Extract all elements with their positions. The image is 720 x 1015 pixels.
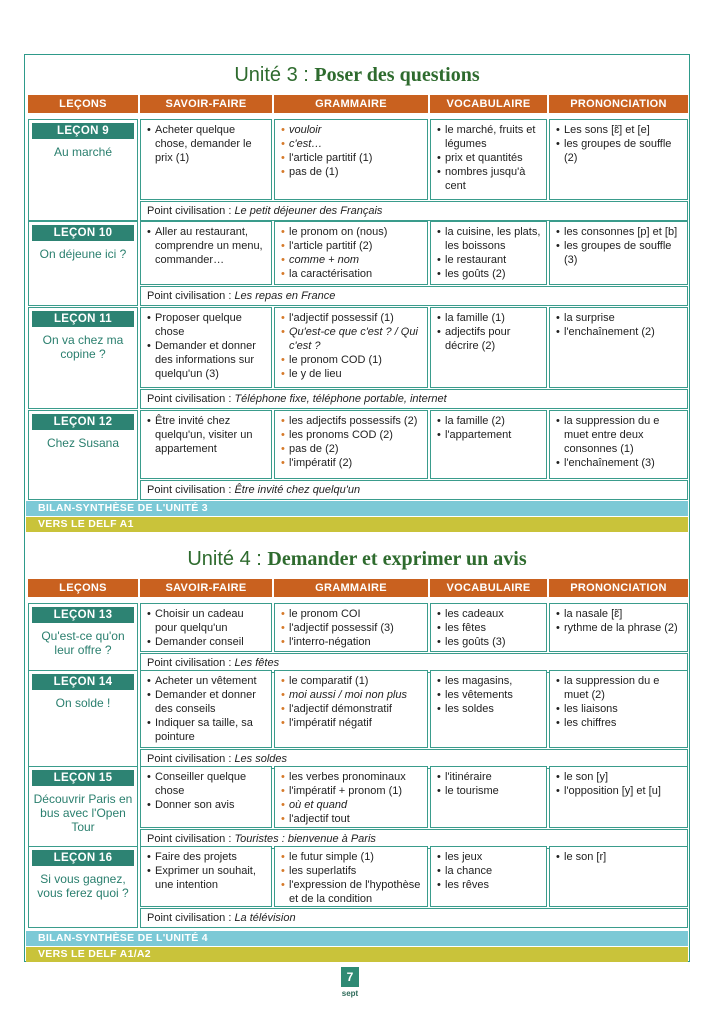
lesson-badge: LEÇON 12 — [32, 414, 134, 430]
bullet-list — [281, 607, 423, 649]
bullet-list — [281, 414, 423, 470]
list-item: • l'article partitif (1) — [281, 151, 423, 165]
lesson-title: Chez Susana — [46, 436, 120, 450]
bullet-list — [147, 607, 267, 649]
list-item: • Acheter quelque chose, demander le prix (1) — [147, 123, 267, 165]
list-item: • les verbes pronominaux — [281, 770, 423, 784]
lesson-title: Qu'est-ce qu'on leur offre ? — [41, 629, 125, 657]
lesson-cell — [28, 846, 138, 928]
prononciation-cell — [549, 766, 688, 828]
bullet-list — [147, 674, 267, 744]
civ-topic: Téléphone fixe, téléphone portable, internet — [234, 393, 447, 405]
list-item: • le pronom on (nous) — [281, 225, 423, 239]
grammaire-cell — [274, 846, 428, 907]
list-item: • Indiquer sa taille, sa pointure — [147, 716, 267, 744]
bullet-list — [437, 770, 542, 798]
list-item: • les superlatifs — [281, 864, 423, 878]
list-item: • le pronom COI — [281, 607, 423, 621]
savoir-faire-cell — [140, 221, 272, 285]
list-item: • les liaisons — [556, 702, 683, 716]
list-item: • prix et quantités — [437, 151, 542, 165]
lesson-cell — [28, 119, 138, 221]
savoir-faire-cell — [140, 307, 272, 388]
lesson-badge: LEÇON 16 — [32, 850, 134, 866]
list-item: • les groupes de souffle (3) — [556, 239, 683, 267]
prononciation-cell — [549, 119, 688, 200]
column-header: VOCABULAIRE — [430, 579, 547, 597]
column-header: LEÇONS — [28, 579, 138, 597]
list-item: • adjectifs pour décrire (2) — [437, 325, 542, 353]
vocabulaire-cell — [430, 221, 547, 285]
savoir-faire-cell — [140, 766, 272, 828]
list-item: • la nasale [ɛ̃] — [556, 607, 683, 621]
vocabulaire-cell — [430, 603, 547, 652]
list-item: • l'itinéraire — [437, 770, 542, 784]
savoir-faire-cell — [140, 846, 272, 907]
bullet-list — [437, 674, 542, 716]
grammaire-cell — [274, 603, 428, 652]
bullet-list — [281, 123, 423, 179]
civ-topic: Les soldes — [234, 753, 288, 765]
list-item: • moi aussi / moi non plus — [281, 688, 423, 702]
point-civilisation — [140, 389, 688, 409]
bullet-list — [437, 607, 542, 649]
column-header: SAVOIR-FAIRE — [140, 579, 272, 597]
prononciation-cell — [549, 846, 688, 907]
list-item: • les pronoms COD (2) — [281, 428, 423, 442]
list-item: • l'enchaînement (3) — [556, 456, 683, 470]
bullet-list — [556, 311, 683, 339]
list-item: • le restaurant — [437, 253, 542, 267]
point-civilisation — [140, 286, 688, 306]
list-item: • l'adjectif tout — [281, 812, 423, 826]
civ-topic: Les fêtes — [234, 657, 280, 669]
civ-label: Point civilisation : — [147, 205, 235, 217]
lesson-cell — [28, 307, 138, 409]
lesson-title: Découvrir Paris en bus avec l'Open Tour — [33, 792, 133, 834]
civ-label: Point civilisation : — [147, 833, 235, 845]
lesson-title: On déjeune ici ? — [39, 247, 127, 261]
bullet-list — [281, 225, 423, 281]
page-number-word: sept — [341, 989, 359, 998]
list-item: • les rêves — [437, 878, 542, 892]
bullet-list — [281, 770, 423, 826]
list-item: • la suppression du e muet entre deux consonnes (1) — [556, 414, 683, 456]
civ-label: Point civilisation : — [147, 290, 235, 302]
list-item: • le son [r] — [556, 850, 683, 864]
prononciation-cell — [549, 307, 688, 388]
bullet-list — [556, 674, 683, 730]
list-item: • les chiffres — [556, 716, 683, 730]
delf-band: VERS LE DELF A1 — [26, 517, 688, 532]
column-header: PRONONCIATION — [549, 579, 688, 597]
list-item: • le y de lieu — [281, 367, 423, 381]
lesson-badge: LEÇON 15 — [32, 770, 134, 786]
prononciation-cell — [549, 410, 688, 479]
unit-title-number: Unité 4 : — [187, 548, 268, 570]
civ-topic: Les repas en France — [234, 290, 336, 302]
bullet-list — [556, 123, 683, 165]
list-item: • où et quand — [281, 798, 423, 812]
bullet-list — [437, 311, 542, 353]
point-civilisation — [140, 201, 688, 221]
civ-topic: La télévision — [234, 912, 296, 924]
column-header: VOCABULAIRE — [430, 95, 547, 113]
point-civilisation — [140, 480, 688, 500]
list-item: • l'expression de l'hypothèse et de la condition — [281, 878, 423, 906]
lesson-badge: LEÇON 14 — [32, 674, 134, 690]
list-item: • le son [y] — [556, 770, 683, 784]
bullet-list — [556, 850, 683, 864]
list-item: • Être invité chez quelqu'un, visiter un appartement — [147, 414, 267, 456]
bullet-list — [556, 770, 683, 798]
lesson-cell — [28, 766, 138, 849]
lesson-badge: LEÇON 9 — [32, 123, 134, 139]
vocabulaire-cell — [430, 670, 547, 748]
list-item: • Qu'est-ce que c'est ? / Qui c'est ? — [281, 325, 423, 353]
bullet-list — [556, 225, 683, 267]
bullet-list — [147, 770, 267, 812]
list-item: • l'enchaînement (2) — [556, 325, 683, 339]
list-item: • l'impératif + pronom (1) — [281, 784, 423, 798]
civ-label: Point civilisation : — [147, 753, 235, 765]
list-item: • Demander et donner des informations sur quelqu'un (3) — [147, 339, 267, 381]
list-item: • l'adjectif possessif (3) — [281, 621, 423, 635]
lesson-cell — [28, 670, 138, 769]
list-item: • Exprimer un souhait, une intention — [147, 864, 267, 892]
unit-title-text: Demander et exprimer un avis — [267, 548, 527, 570]
list-item: • Aller au restaurant, comprendre un menu, commander… — [147, 225, 267, 267]
bullet-list — [281, 850, 423, 906]
list-item: • les vêtements — [437, 688, 542, 702]
list-item: • Conseiller quelque chose — [147, 770, 267, 798]
list-item: • Demander conseil — [147, 635, 267, 649]
list-item: • Les sons [ɛ̃] et [e] — [556, 123, 683, 137]
bullet-list — [281, 674, 423, 730]
civ-label: Point civilisation : — [147, 657, 235, 669]
grammaire-cell — [274, 119, 428, 200]
list-item: • les adjectifs possessifs (2) — [281, 414, 423, 428]
list-item: • Choisir un cadeau pour quelqu'un — [147, 607, 267, 635]
list-item: • les jeux — [437, 850, 542, 864]
list-item: • rythme de la phrase (2) — [556, 621, 683, 635]
prononciation-cell — [549, 221, 688, 285]
vocabulaire-cell — [430, 410, 547, 479]
civ-topic: Être invité chez quelqu'un — [234, 484, 361, 496]
bullet-list — [437, 225, 542, 281]
list-item: • le marché, fruits et légumes — [437, 123, 542, 151]
list-item: • Faire des projets — [147, 850, 267, 864]
list-item: • l'appartement — [437, 428, 542, 442]
bullet-list — [281, 311, 423, 381]
bullet-list — [147, 123, 267, 165]
list-item: • les magasins, — [437, 674, 542, 688]
column-header: GRAMMAIRE — [274, 579, 428, 597]
delf-band: VERS LE DELF A1/A2 — [26, 947, 688, 962]
list-item: • l'interro-négation — [281, 635, 423, 649]
vocabulaire-cell — [430, 846, 547, 907]
lesson-badge: LEÇON 13 — [32, 607, 134, 623]
list-item: • les fêtes — [437, 621, 542, 635]
bilan-synthese-band: BILAN-SYNTHÈSE DE L'UNITÉ 3 — [26, 501, 688, 516]
column-header: PRONONCIATION — [549, 95, 688, 113]
unit-title — [24, 64, 690, 87]
list-item: • la surprise — [556, 311, 683, 325]
vocabulaire-cell — [430, 307, 547, 388]
list-item: • l'impératif négatif — [281, 716, 423, 730]
grammaire-cell — [274, 670, 428, 748]
lesson-title: On va chez ma copine ? — [42, 333, 124, 361]
list-item: • la chance — [437, 864, 542, 878]
grammaire-cell — [274, 221, 428, 285]
list-item: • les cadeaux — [437, 607, 542, 621]
unit-title — [24, 548, 690, 571]
savoir-faire-cell — [140, 410, 272, 479]
list-item: • les consonnes [p] et [b] — [556, 225, 683, 239]
list-item: • Acheter un vêtement — [147, 674, 267, 688]
bullet-list — [556, 414, 683, 470]
prononciation-cell — [549, 603, 688, 652]
lesson-cell — [28, 410, 138, 500]
column-header: GRAMMAIRE — [274, 95, 428, 113]
bullet-list — [147, 850, 267, 892]
bullet-list — [147, 311, 267, 381]
point-civilisation — [140, 908, 688, 928]
grammaire-cell — [274, 766, 428, 828]
lesson-badge: LEÇON 11 — [32, 311, 134, 327]
list-item: • Proposer quelque chose — [147, 311, 267, 339]
list-item: • Demander et donner des conseils — [147, 688, 267, 716]
grammaire-cell — [274, 410, 428, 479]
lesson-title: Au marché — [53, 145, 113, 159]
list-item: • l'opposition [y] et [u] — [556, 784, 683, 798]
bilan-synthese-band: BILAN-SYNTHÈSE DE L'UNITÉ 4 — [26, 931, 688, 946]
list-item: • l'adjectif démonstratif — [281, 702, 423, 716]
lesson-title: Si vous gagnez, vous ferez quoi ? — [37, 872, 129, 900]
vocabulaire-cell — [430, 766, 547, 828]
bullet-list — [147, 225, 267, 267]
list-item: • nombres jusqu'à cent — [437, 165, 542, 193]
unit-title-text: Poser des questions — [314, 64, 480, 86]
grammaire-cell — [274, 307, 428, 388]
bullet-list — [437, 414, 542, 442]
civ-topic: Le petit déjeuner des Français — [234, 205, 383, 217]
unit-title-number: Unité 3 : — [234, 64, 315, 86]
list-item: • les groupes de souffle (2) — [556, 137, 683, 165]
list-item: • le tourisme — [437, 784, 542, 798]
list-item: • pas de (2) — [281, 442, 423, 456]
civ-label: Point civilisation : — [147, 484, 235, 496]
list-item: • la famille (2) — [437, 414, 542, 428]
savoir-faire-cell — [140, 603, 272, 652]
bullet-list — [147, 414, 267, 456]
civ-topic: Touristes : bienvenue à Paris — [234, 833, 376, 845]
list-item: • Donner son avis — [147, 798, 267, 812]
vocabulaire-cell — [430, 119, 547, 200]
lesson-cell — [28, 221, 138, 306]
civ-label: Point civilisation : — [147, 912, 235, 924]
prononciation-cell — [549, 670, 688, 748]
column-header: LEÇONS — [28, 95, 138, 113]
lesson-cell — [28, 603, 138, 673]
bullet-list — [556, 607, 683, 635]
list-item: • la suppression du e muet (2) — [556, 674, 683, 702]
list-item: • l'impératif (2) — [281, 456, 423, 470]
list-item: • l'article partitif (2) — [281, 239, 423, 253]
list-item: • le futur simple (1) — [281, 850, 423, 864]
page-number: 7 — [341, 967, 359, 987]
list-item: • la caractérisation — [281, 267, 423, 281]
list-item: • les soldes — [437, 702, 542, 716]
list-item: • c'est… — [281, 137, 423, 151]
lesson-badge: LEÇON 10 — [32, 225, 134, 241]
savoir-faire-cell — [140, 119, 272, 200]
bullet-list — [437, 123, 542, 193]
list-item: • la cuisine, les plats, les boissons — [437, 225, 542, 253]
list-item: • les goûts (2) — [437, 267, 542, 281]
list-item: • pas de (1) — [281, 165, 423, 179]
lesson-title: On solde ! — [55, 696, 111, 710]
column-header: SAVOIR-FAIRE — [140, 95, 272, 113]
list-item: • le pronom COD (1) — [281, 353, 423, 367]
list-item: • les goûts (3) — [437, 635, 542, 649]
savoir-faire-cell — [140, 670, 272, 748]
bullet-list — [437, 850, 542, 892]
civ-label: Point civilisation : — [147, 393, 235, 405]
list-item: • le comparatif (1) — [281, 674, 423, 688]
list-item: • comme + nom — [281, 253, 423, 267]
list-item: • vouloir — [281, 123, 423, 137]
list-item: • la famille (1) — [437, 311, 542, 325]
list-item: • l'adjectif possessif (1) — [281, 311, 423, 325]
